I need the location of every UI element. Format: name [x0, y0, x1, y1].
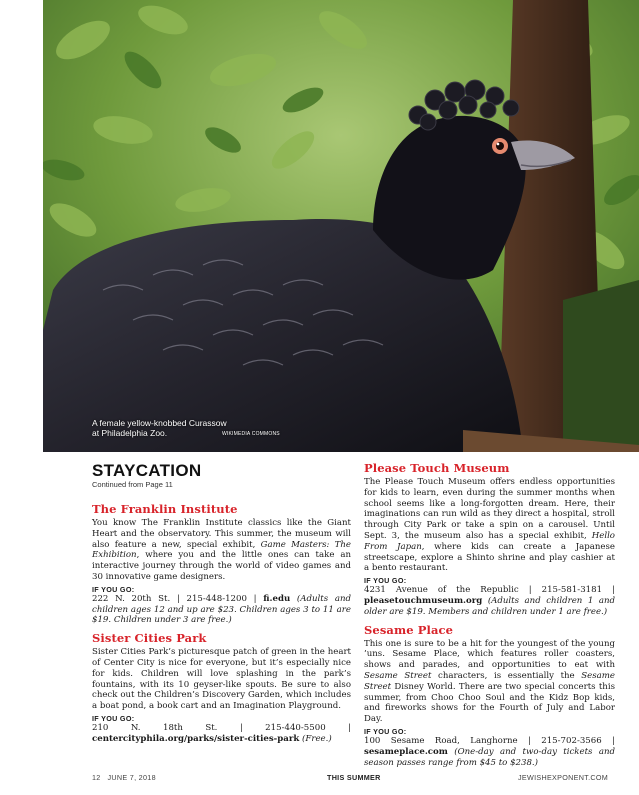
sister-cities-info [92, 723, 351, 745]
photo-caption [92, 418, 227, 438]
franklin-info [92, 594, 351, 626]
sesame-street-em-1: Sesame Street [364, 670, 432, 681]
sesame-if-you-go: IF YOU GO: [364, 726, 407, 736]
franklin-exhibit-title: Game Masters: The Exhibition [92, 539, 352, 561]
sesame-heading: Sesame Place [364, 622, 454, 637]
sister-cities-prices: (Free.) [299, 733, 332, 744]
please-touch-address: 4231 Avenue of the Republic | 215-581-3181 | [364, 585, 615, 596]
franklin-body-text-end: , where you and the little ones can take an interactive journey through the world of video games and 30 innovative game designers. [92, 550, 351, 582]
sesame-article [364, 624, 615, 769]
hero-photo [43, 0, 639, 452]
sister-cities-link[interactable]: centercityphila.org/parks/sister-cities-park [92, 733, 300, 744]
curassow-image [43, 0, 639, 452]
please-touch-info [364, 585, 615, 617]
please-touch-if-you-go: IF YOU GO: [364, 576, 407, 586]
franklin-heading: The Franklin Institute [92, 502, 238, 516]
sister-cities-if-you-go: IF YOU GO: [92, 713, 135, 723]
please-touch-heading: Please Touch Museum [364, 461, 510, 475]
page-footer-left [92, 773, 156, 782]
sister-cities-heading: Sister Cities Park [92, 631, 207, 646]
right-column [364, 462, 615, 774]
franklin-body-text: You know The Franklin Institute classics like the Giant Heart and the observatory. This summer, the museum will also feature a new, special exhibit, [92, 518, 351, 550]
sesame-info [364, 736, 615, 768]
please-touch-body-text: The Please Touch Museum offers endless opportunities for kids to learn, even during the summer months when school seems like a long-forgotten dream. Here, their imaginations can run wild as they direct a hospital, stroll through City Park or take a spin on a carousel. Until Sept. 3, the museum also has a special exhibit, [364, 477, 615, 541]
sesame-link[interactable]: sesameplace.com [364, 746, 448, 757]
sesame-street-em-2: Sesame Street [364, 670, 616, 692]
photo-credit: WIKIMEDIA COMMONS [222, 431, 280, 437]
franklin-prices: (Adults and children ages 12 and up are $23. Children ages 3 to 11 are $19. Children under 3 are free.) [92, 593, 351, 626]
sister-cities-address: 210 N. 18th St. | 215-440-5500 | [92, 722, 351, 733]
please-touch-body [364, 477, 615, 574]
franklin-article [92, 503, 351, 626]
franklin-if-you-go: IF YOU GO: [92, 584, 135, 594]
sesame-body-text: This one is sure to be a hit for the youngest of the young ’uns. Sesame Place, which features roller coasters, shows and parades, and opportunities to eat with [364, 638, 615, 671]
section-kicker: STAYCATION [92, 461, 202, 480]
franklin-address: 222 N. 20th St. | 215-448-1200 | [92, 593, 264, 604]
please-touch-article [364, 462, 615, 618]
section-name: THIS SUMMER [327, 773, 381, 782]
please-touch-link[interactable]: pleasetouchmuseum.org [364, 595, 483, 606]
continued-note: Continued from Page 11 [92, 480, 173, 489]
photo-caption-line2: at Philadelphia Zoo. [92, 428, 168, 438]
sesame-body-text-mid: characters, is essentially the [431, 670, 582, 681]
please-touch-body-text-end: , where kids can create a Japanese streetscape, explore a Shinto shrine and play cashier at a bento restaurant. [364, 541, 616, 574]
please-touch-exhibit-title: Hello From Japan [364, 530, 615, 552]
sesame-address: 100 Sesame Road, Langhorne | 215-702-3566 | [364, 735, 615, 746]
sesame-body-text-end: Disney World. There are two special concerts this summer, from Choo Choo Soul and the Kidz Bop kids, and fireworks shows for the Fourth of July and Labor Day. [364, 681, 615, 725]
photo-caption-line1: A female yellow-knobbed Curassow [92, 418, 227, 428]
sister-cities-body: Sister Cities Park’s picturesque patch of green in the heart of Center City is nice for everyone, but it’s especially nice for kids. Children will love splashing in the park’s fountains, with its 10 geyser-like spouts. Be sure to also check out the Children’s Discovery Garden, which includes a boat pond, a book cart and an Imagination Playground. [92, 647, 351, 712]
sesame-body [364, 639, 615, 725]
left-column [92, 462, 351, 751]
issue-date: JUNE 7, 2018 [107, 773, 156, 782]
please-touch-prices: (Adults and children 1 and older are $19. Members and children under 1 are free.) [364, 595, 615, 617]
page-number: 12 [92, 773, 101, 782]
site-name: JEWISHEXPONENT.COM [518, 773, 609, 782]
sister-cities-article [92, 632, 351, 744]
franklin-body [92, 518, 351, 583]
sesame-prices: (One-day and two-day tickets and season passes range from $45 to $238.) [364, 746, 615, 768]
franklin-link[interactable]: fi.edu [263, 593, 291, 604]
